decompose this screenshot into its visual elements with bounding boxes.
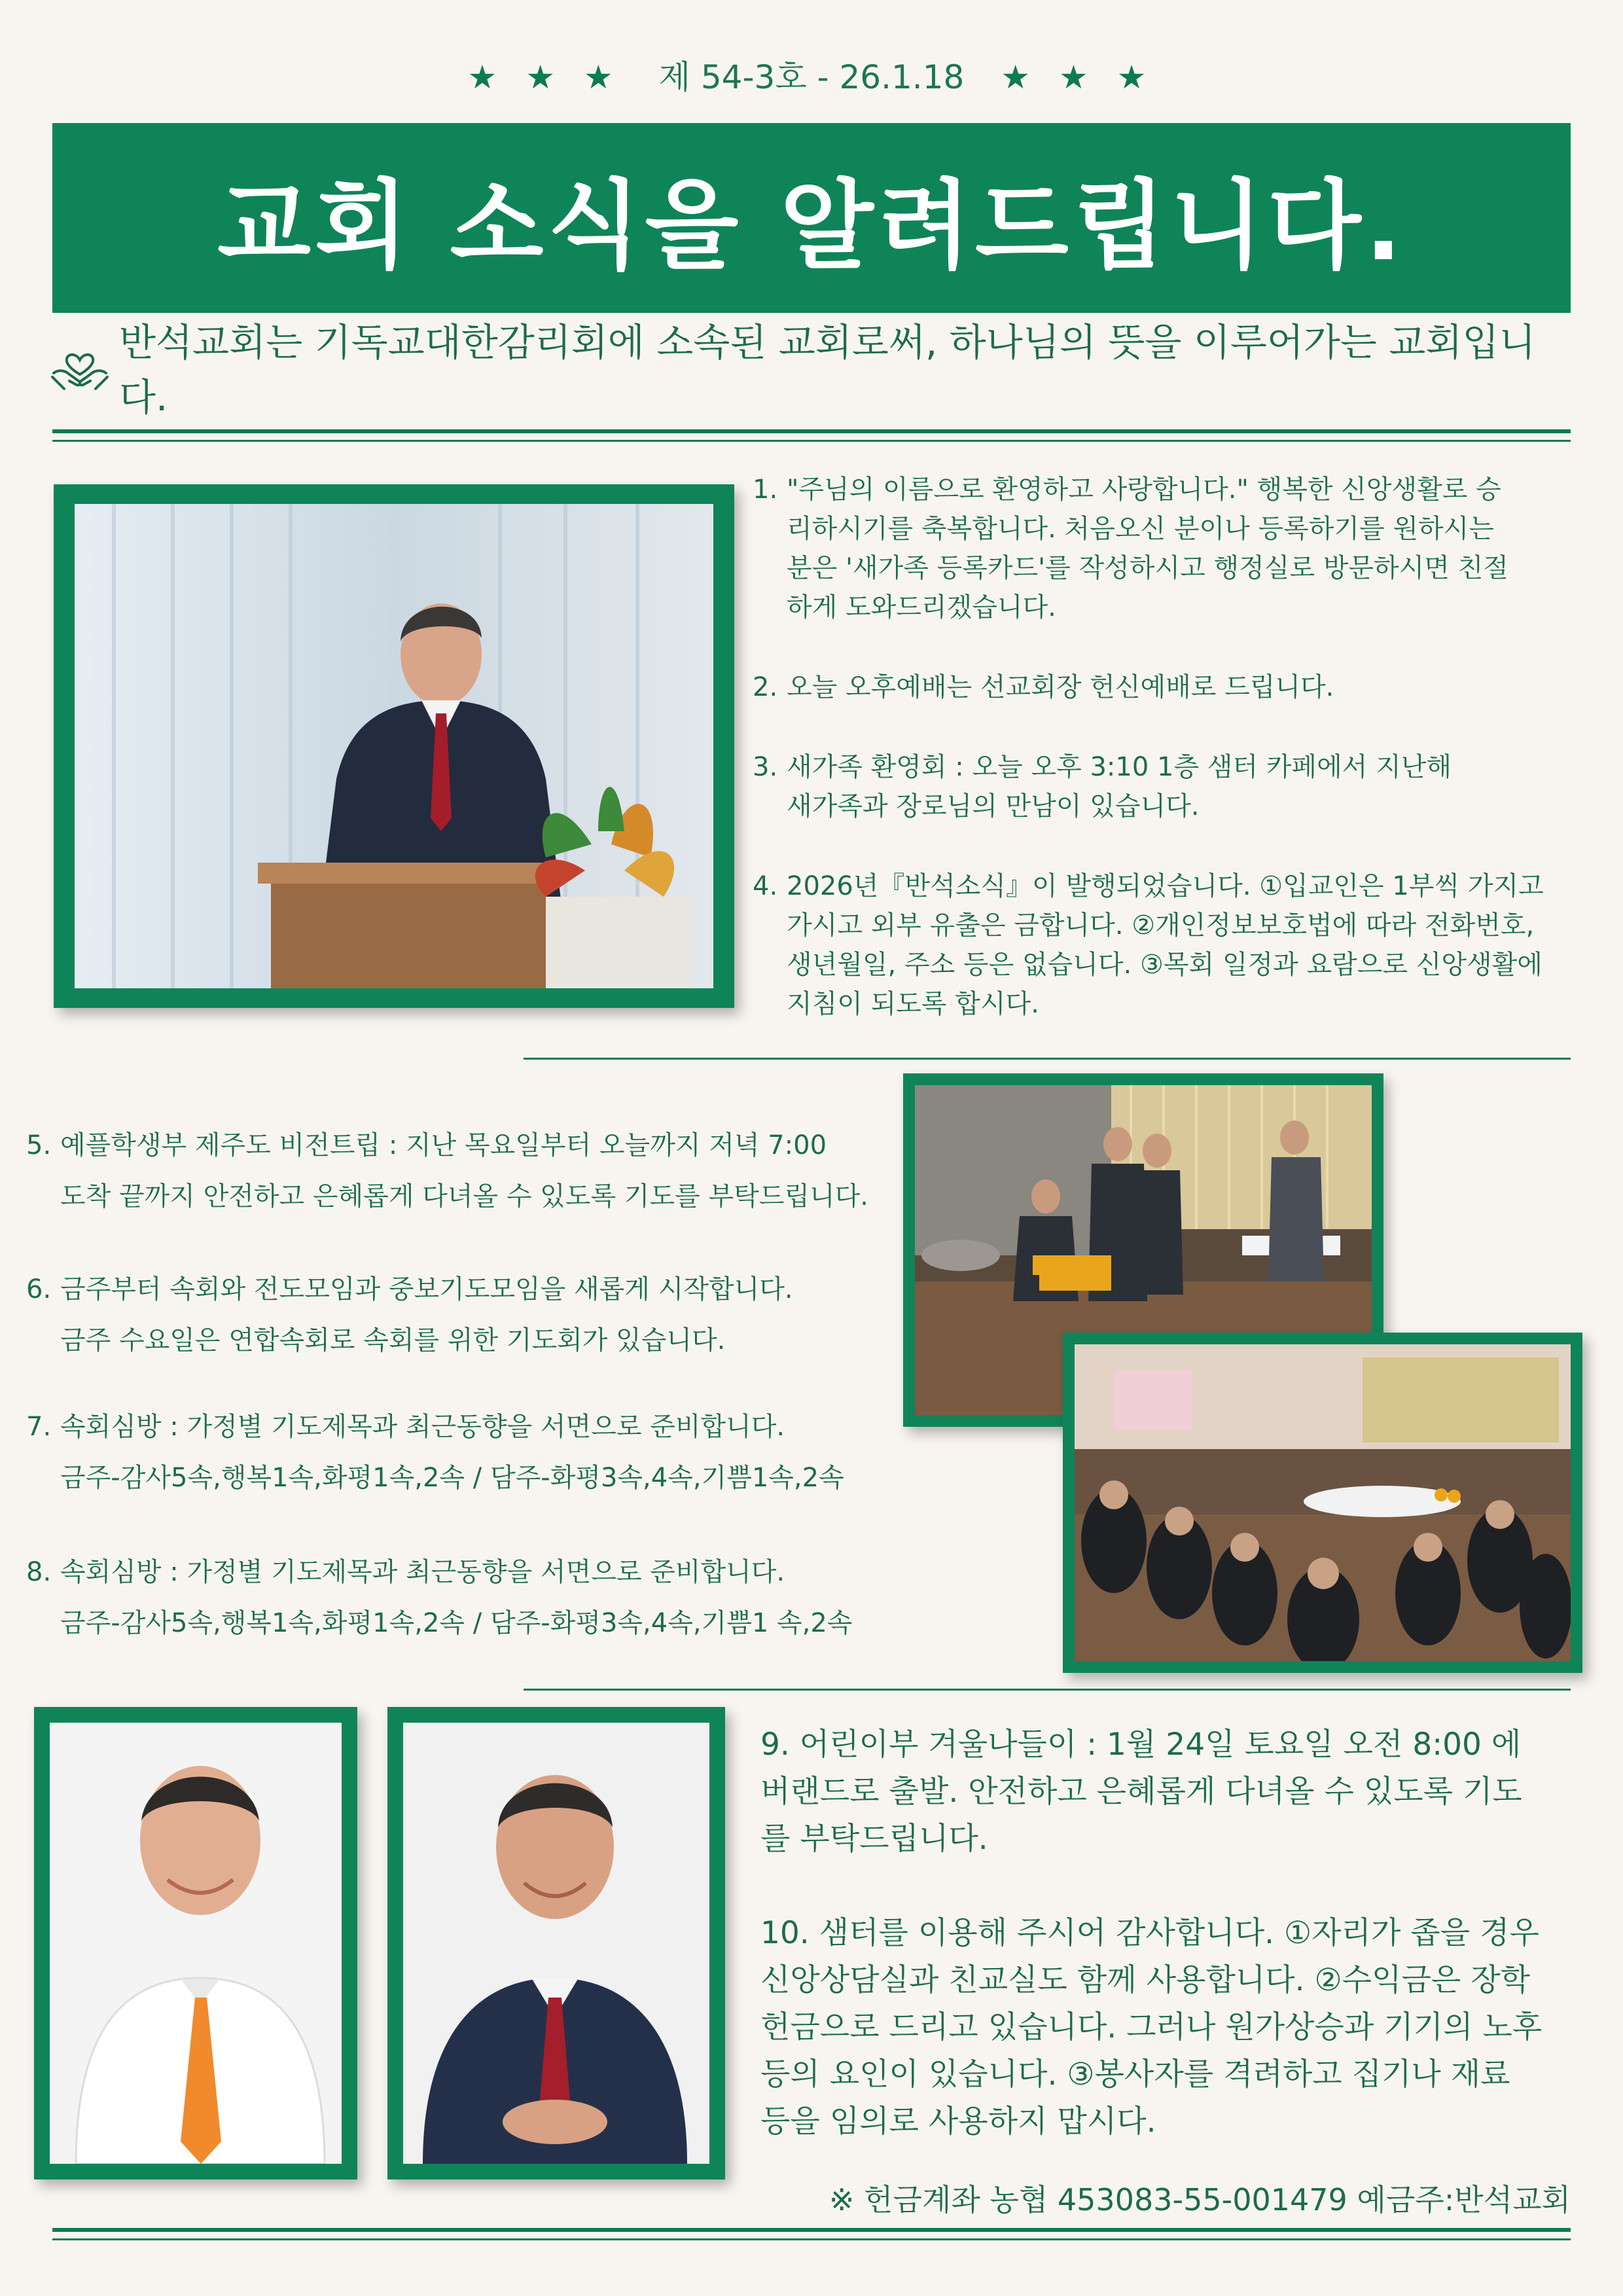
divider-bottom-1: [52, 2228, 1571, 2232]
divider-middle: [524, 1058, 1571, 1060]
notice-4: [753, 867, 1577, 1024]
notice-8: [26, 1552, 890, 1643]
divider-top-2: [52, 440, 1571, 442]
photo-frame-portrait-1: [34, 1707, 357, 2179]
notice-4-line-3: 생년월일, 주소 등은 없습니다. ③목회 일정과 요람으로 신앙생활에: [787, 950, 1543, 980]
star-icons-left: ★ ★ ★: [467, 58, 622, 96]
portrait-photo-2: [403, 1723, 709, 2164]
notice-10: [760, 1910, 1572, 2145]
notice-7-line-2: 금주-감사5속,행복1속,화평1속,2속 / 담주-화평3속,4속,기쁨1속,2속: [60, 1463, 844, 1493]
hands-heart-icon: [50, 340, 110, 393]
notice-3: [753, 747, 1577, 826]
notice-5-line-2: 도착 끝까지 안전하고 은혜롭게 다녀올 수 있도록 기도를 부탁드립니다.: [60, 1181, 868, 1211]
notice-10-line-5: 등을 임의로 사용하지 맙시다.: [760, 2104, 1156, 2140]
notice-4-line-2: 가시고 외부 유출은 금합니다. ②개인정보보호법에 따라 전화번호,: [787, 910, 1535, 941]
notice-10-line-3: 헌금으로 드리고 있습니다. 그러나 원가상승과 기기의 노후: [760, 2009, 1543, 2045]
intro-line: [50, 320, 1575, 420]
issue-line: [0, 51, 1623, 103]
notice-9-line-1: 9. 어린이부 겨울나들이 : 1월 24일 토요일 오전 8:00 에: [760, 1727, 1522, 1763]
star-icons-right: ★ ★ ★: [1001, 58, 1156, 96]
notice-1-line-4: 하게 도와드리겠습니다.: [787, 592, 1056, 622]
notice-7-number: 7.: [26, 1412, 52, 1442]
notice-8-number: 8.: [26, 1557, 52, 1587]
notice-6-line-1: 금주부터 속회와 전도모임과 중보기도모임을 새롭게 시작합니다.: [60, 1274, 793, 1304]
notice-4-line-1: 2026년『반석소식』이 발행되었습니다. ①입교인은 1부씩 가지고: [787, 871, 1544, 901]
notice-8-line-2: 금주-감사5속,행복1속,화평1속,2속 / 담주-화평3속,4속,기쁨1 속,2속: [60, 1608, 853, 1638]
notice-5: [26, 1126, 890, 1216]
notice-9-line-2: 버랜드로 출발. 안전하고 은혜롭게 다녀올 수 있도록 기도: [760, 1774, 1522, 1810]
notice-1-line-3: 분은 '새가족 등록카드'를 작성하시고 행정실로 방문하시면 친절: [787, 553, 1508, 583]
divider-lower: [524, 1689, 1571, 1691]
notice-1-line-2: 리하시기를 축복합니다. 처음오신 분이나 등록하기를 원하시는: [787, 514, 1494, 544]
notice-5-line-1: 예플학생부 제주도 비전트립 : 지난 목요일부터 오늘까지 저녁 7:00: [60, 1130, 827, 1160]
issue-number: 제 54-3호 - 26.1.18: [658, 58, 965, 96]
notice-4-line-4: 지침이 되도록 합시다.: [787, 989, 1039, 1019]
notice-9-line-3: 를 부탁드립니다.: [760, 1821, 988, 1857]
notice-10-line-2: 신앙상담실과 친교실도 함께 사용합니다. ②수익금은 장학: [760, 1962, 1531, 1998]
notice-6: [26, 1270, 890, 1360]
portrait-photo-1: [50, 1723, 342, 2164]
notice-5-number: 5.: [26, 1130, 52, 1160]
event-photo-2: [1075, 1344, 1571, 1661]
notice-6-line-2: 금주 수요일은 연합속회로 속회를 위한 기도회가 있습니다.: [60, 1325, 726, 1355]
offering-account: ※ 헌금계좌 농협 453083-55-001479 예금주:반석교회: [829, 2182, 1571, 2217]
notice-10-line-1: 10. 샘터를 이용해 주시어 감사합니다. ①자리가 좁을 경우: [760, 1915, 1539, 1951]
notice-7: [26, 1407, 890, 1498]
pastor-pulpit-photo: [75, 504, 713, 988]
notice-8-line-1: 속회심방 : 가정별 기도제목과 최근동향을 서면으로 준비합니다.: [60, 1557, 785, 1587]
photo-frame-portrait-2: [387, 1707, 725, 2179]
notice-2-line-1: 오늘 오후예배는 선교회장 헌신예배로 드립니다.: [787, 672, 1334, 702]
notice-7-line-1: 속회심방 : 가정별 기도제목과 최근동향을 서면으로 준비합니다.: [60, 1412, 785, 1442]
notice-3-line-2: 새가족과 장로님의 만남이 있습니다.: [787, 791, 1200, 821]
divider-top-1: [52, 429, 1571, 433]
notice-10-line-4: 등의 요인이 있습니다. ③봉사자를 격려하고 집기나 재료: [760, 2056, 1510, 2092]
intro-text: 반석교회는 기독교대한감리회에 소속된 교회로써, 하나님의 뜻을 이루어가는 교회입니다.: [119, 320, 1536, 420]
notice-9: [760, 1721, 1572, 1863]
title-banner: [52, 123, 1571, 313]
notice-3-line-1: 새가족 환영회 : 오늘 오후 3:10 1층 샘터 카페에서 지난해: [787, 752, 1452, 782]
notice-1-number: 1.: [753, 475, 778, 505]
page-title: 교회 소식을 알려드립니다.: [217, 170, 1406, 282]
notice-3-number: 3.: [753, 752, 778, 782]
notice-1-line-1: "주님의 이름으로 환영하고 사랑합니다." 행복한 신앙생활로 승: [787, 475, 1501, 505]
notice-6-number: 6.: [26, 1274, 52, 1304]
divider-bottom-2: [52, 2238, 1571, 2240]
photo-frame-event-2: [1063, 1333, 1582, 1673]
photo-frame-pastor-pulpit: [54, 484, 734, 1008]
notice-1: [753, 470, 1577, 627]
notice-2-number: 2.: [753, 672, 778, 702]
notice-2: [753, 668, 1577, 707]
notice-4-number: 4.: [753, 871, 778, 901]
